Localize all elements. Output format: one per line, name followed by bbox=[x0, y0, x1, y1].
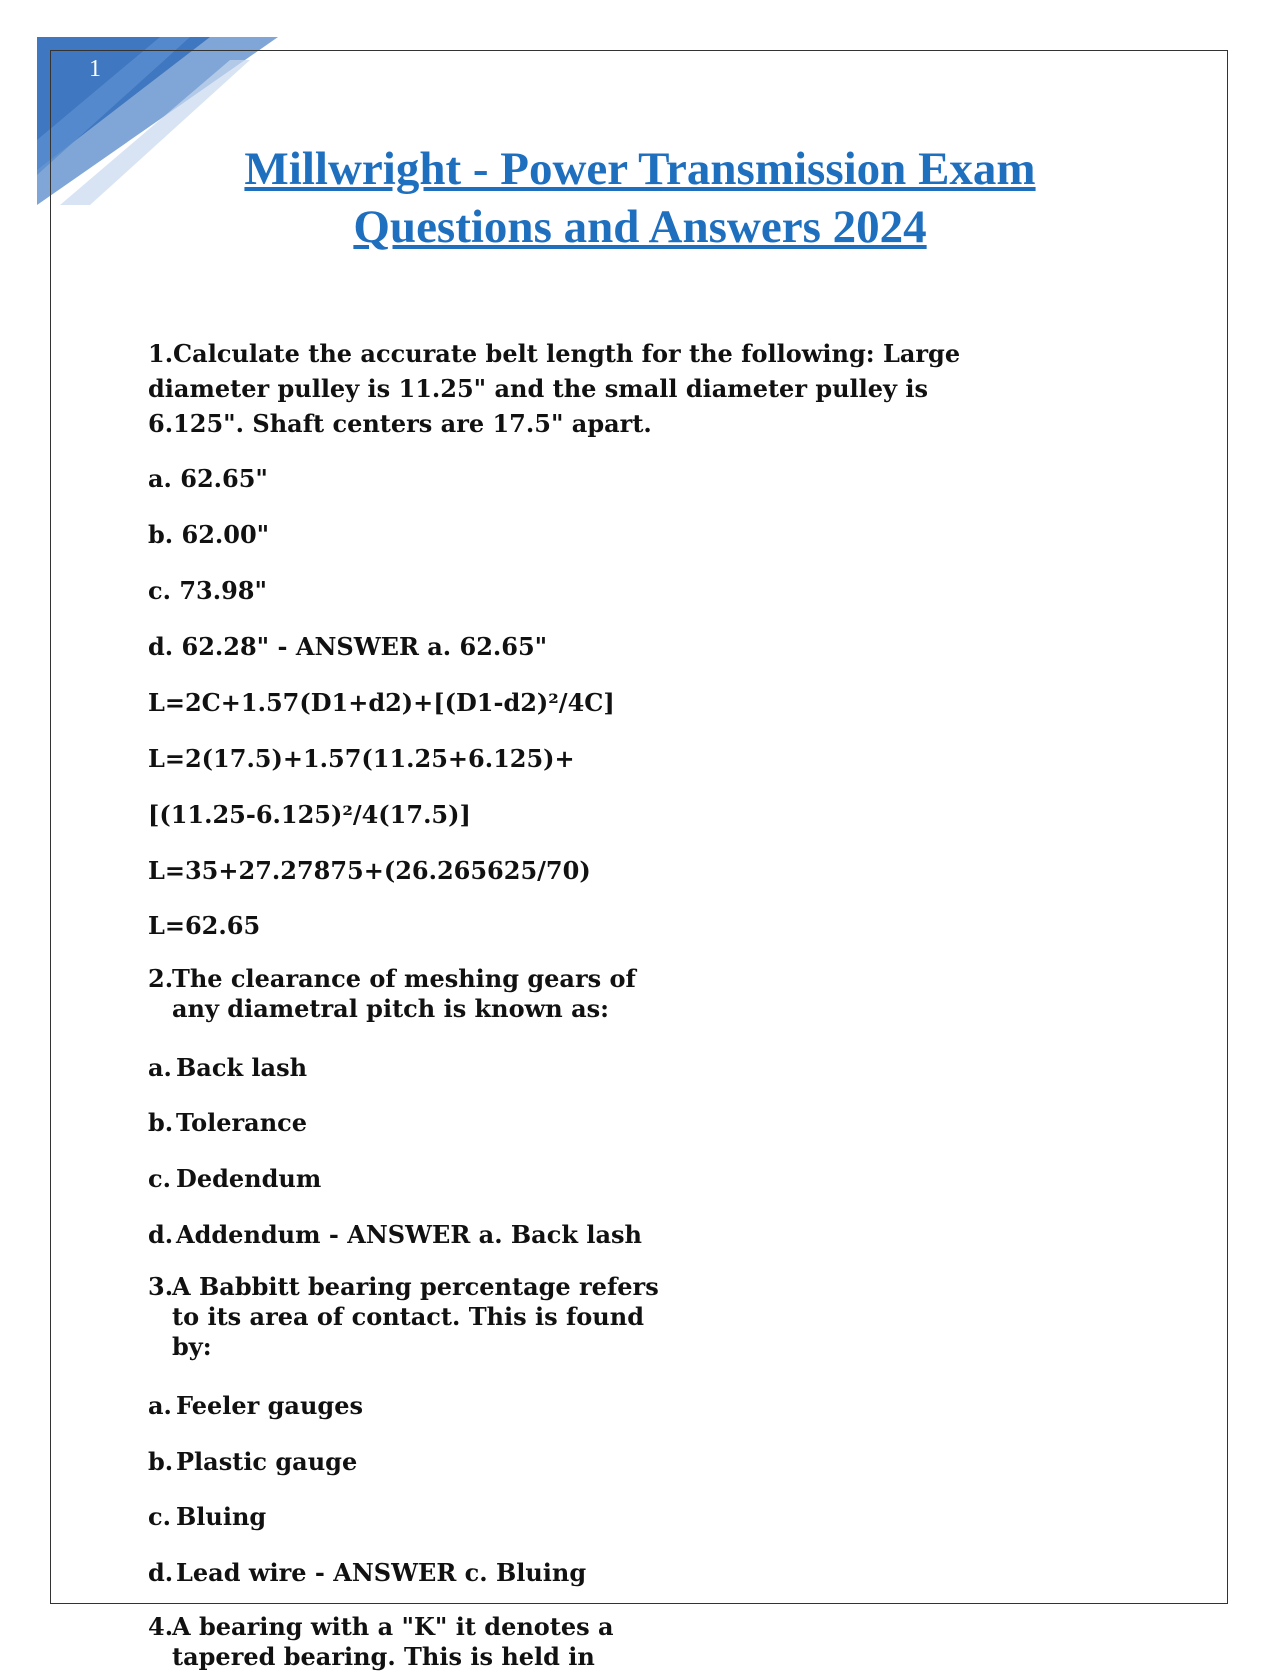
question-3-option-a: a. Feeler gauges bbox=[148, 1391, 363, 1420]
question-2-text bbox=[148, 964, 636, 1024]
question-1-work-line-2: L=2(17.5)+1.57(11.25+6.125)+ bbox=[148, 744, 575, 773]
question-2-option-c: c. Dedendum bbox=[148, 1164, 322, 1193]
question-4-line-2: tapered bearing. This is held in bbox=[172, 1642, 595, 1671]
question-1-work-line-4: L=35+27.27875+(26.265625/70) bbox=[148, 856, 591, 885]
question-1-work-line-5: L=62.65 bbox=[148, 911, 261, 940]
question-1-work-line-1: L=2C+1.57(D1+d2)+[(D1-d2)²/4C] bbox=[148, 688, 615, 717]
question-1-option-a: a. 62.65" bbox=[148, 464, 268, 493]
question-1-option-c: c. 73.98" bbox=[148, 576, 267, 605]
question-4-text bbox=[148, 1612, 614, 1672]
question-1-option-b: b. 62.00" bbox=[148, 520, 270, 549]
question-3-text bbox=[148, 1272, 659, 1362]
question-3-line-2: to its area of contact. This is found bbox=[172, 1302, 644, 1331]
title-line-1: Millwright - Power Transmission Exam bbox=[244, 143, 1036, 195]
question-2-option-a: a. Back lash bbox=[148, 1053, 308, 1082]
question-2-line-1: The clearance of meshing gears of bbox=[172, 964, 636, 993]
question-2-option-d: d. Addendum - ANSWER a. Back lash bbox=[148, 1220, 642, 1249]
question-3-line-3: by: bbox=[172, 1332, 212, 1361]
question-1-work-line-3: [(11.25-6.125)²/4(17.5)] bbox=[148, 800, 471, 829]
question-3-number: 3. bbox=[148, 1272, 174, 1301]
question-3-option-d: d. Lead wire - ANSWER c. Bluing bbox=[148, 1558, 587, 1587]
question-3-option-c: c. Bluing bbox=[148, 1502, 267, 1531]
question-2-option-b: b. Tolerance bbox=[148, 1108, 308, 1137]
question-3-line-1: A Babbitt bearing percentage refers bbox=[172, 1272, 659, 1301]
question-3-option-b: b. Plastic gauge bbox=[148, 1447, 358, 1476]
question-2-line-2: any diametral pitch is known as: bbox=[172, 994, 610, 1023]
question-2-number: 2. bbox=[148, 964, 174, 993]
question-4-number: 4. bbox=[148, 1612, 174, 1641]
question-1-option-d: d. 62.28" - ANSWER a. 62.65" bbox=[148, 632, 548, 661]
title-line-2: Questions and Answers 2024 bbox=[353, 201, 927, 253]
page-title bbox=[130, 140, 1150, 256]
question-4-line-1: A bearing with a "K" it denotes a bbox=[172, 1612, 614, 1641]
question-1-text: 1.Calculate the accurate belt length for the following: Large diameter pulley is 11.25" and the small diameter pulley is 6.125". Shaft centers are 17.5" apart. bbox=[148, 339, 961, 438]
page-number: 1 bbox=[89, 56, 101, 82]
